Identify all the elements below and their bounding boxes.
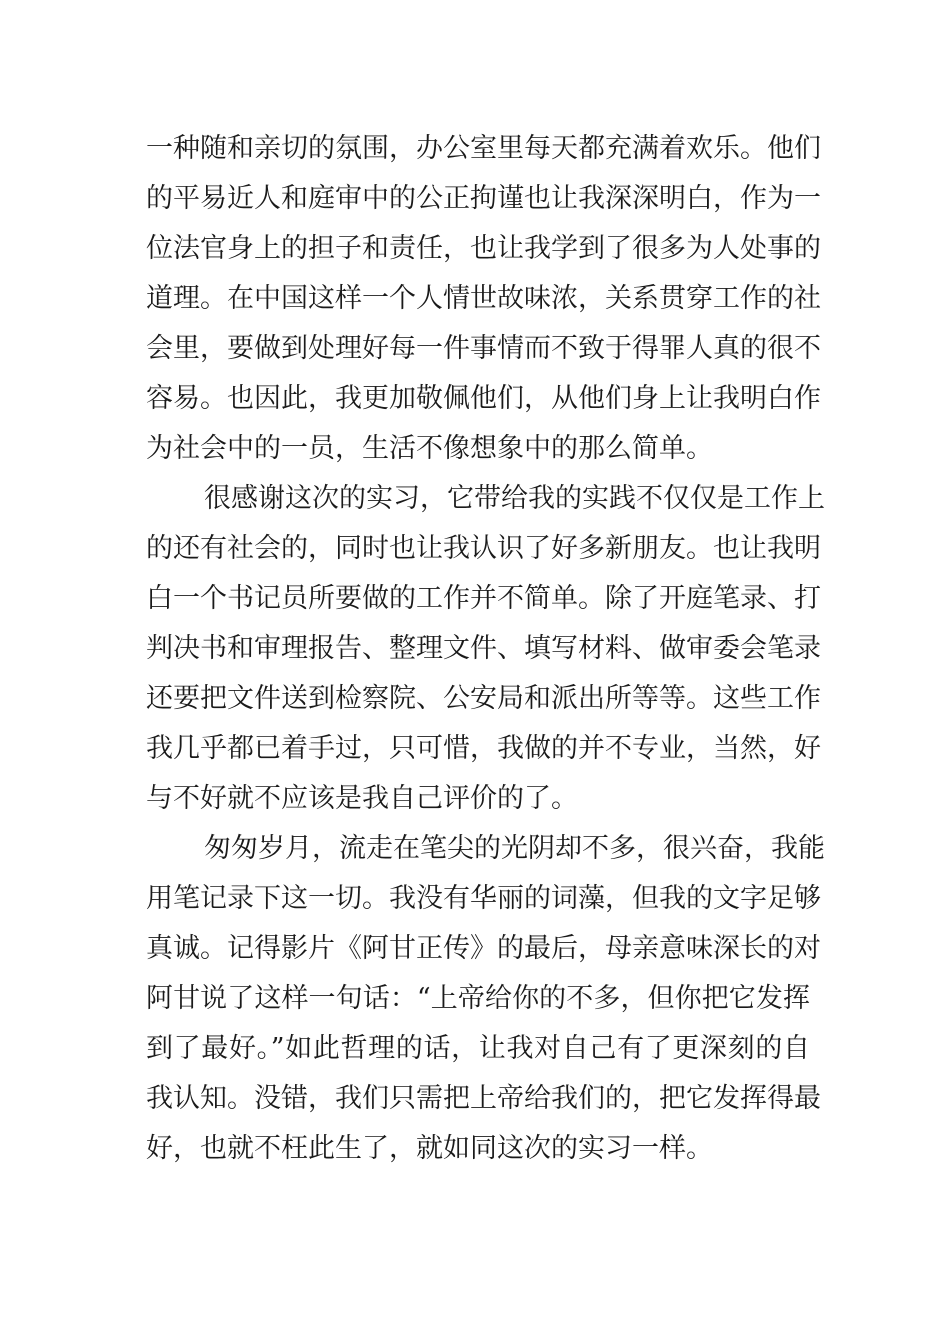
text-line: 白一个书记员所要做的工作并不简单。除了开庭笔录、打 [146, 583, 821, 614]
text-line: 容易。也因此，我更加敬佩他们，从他们身上让我明白作 [146, 383, 821, 414]
text-line: 为社会中的一员，生活不像想象中的那么简单。 [146, 433, 713, 464]
paragraph-3 [146, 824, 825, 1174]
text-line: 我认知。没错，我们只需把上帝给我们的，把它发挥得最 [146, 1083, 821, 1114]
text-line: 位法官身上的担子和责任，也让我学到了很多为人处事的 [146, 233, 821, 264]
text-line: 与不好就不应该是我自己评价的了。 [146, 783, 578, 814]
text-line: 的平易近人和庭审中的公正拘谨也让我深深明白，作为一 [146, 183, 821, 214]
text-line: 会里，要做到处理好每一件事情而不致于得罪人真的很不 [146, 333, 821, 364]
text-line: 好，也就不枉此生了，就如同这次的实习一样。 [146, 1133, 713, 1164]
paragraph-2 [146, 474, 825, 824]
text-line: 用笔记录下这一切。我没有华丽的词藻，但我的文字足够 [146, 883, 821, 914]
text-line: 阿甘说了这样一句话：“上帝给你的不多，但你把它发挥 [146, 983, 810, 1014]
text-line: 到了最好。”如此哲理的话，让我对自己有了更深刻的自 [146, 1033, 810, 1064]
text-line: 匆匆岁月，流走在笔尖的光阴却不多，很兴奋，我能 [204, 833, 825, 864]
document-body [146, 124, 825, 1174]
text-line: 真诚。记得影片《阿甘正传》的最后，母亲意味深长的对 [146, 933, 821, 964]
text-line: 的还有社会的，同时也让我认识了好多新朋友。也让我明 [146, 533, 821, 564]
text-line: 判决书和审理报告、整理文件、填写材料、做审委会笔录 [146, 633, 821, 664]
text-line: 一种随和亲切的氛围，办公室里每天都充满着欢乐。他们 [146, 133, 821, 164]
paragraph-1 [146, 124, 821, 474]
text-line: 还要把文件送到检察院、公安局和派出所等等。这些工作 [146, 683, 821, 714]
text-line: 道理。在中国这样一个人情世故味浓，关系贯穿工作的社 [146, 283, 821, 314]
text-line: 很感谢这次的实习，它带给我的实践不仅仅是工作上 [204, 483, 825, 514]
text-line: 我几乎都已着手过，只可惜，我做的并不专业，当然，好 [146, 733, 821, 764]
